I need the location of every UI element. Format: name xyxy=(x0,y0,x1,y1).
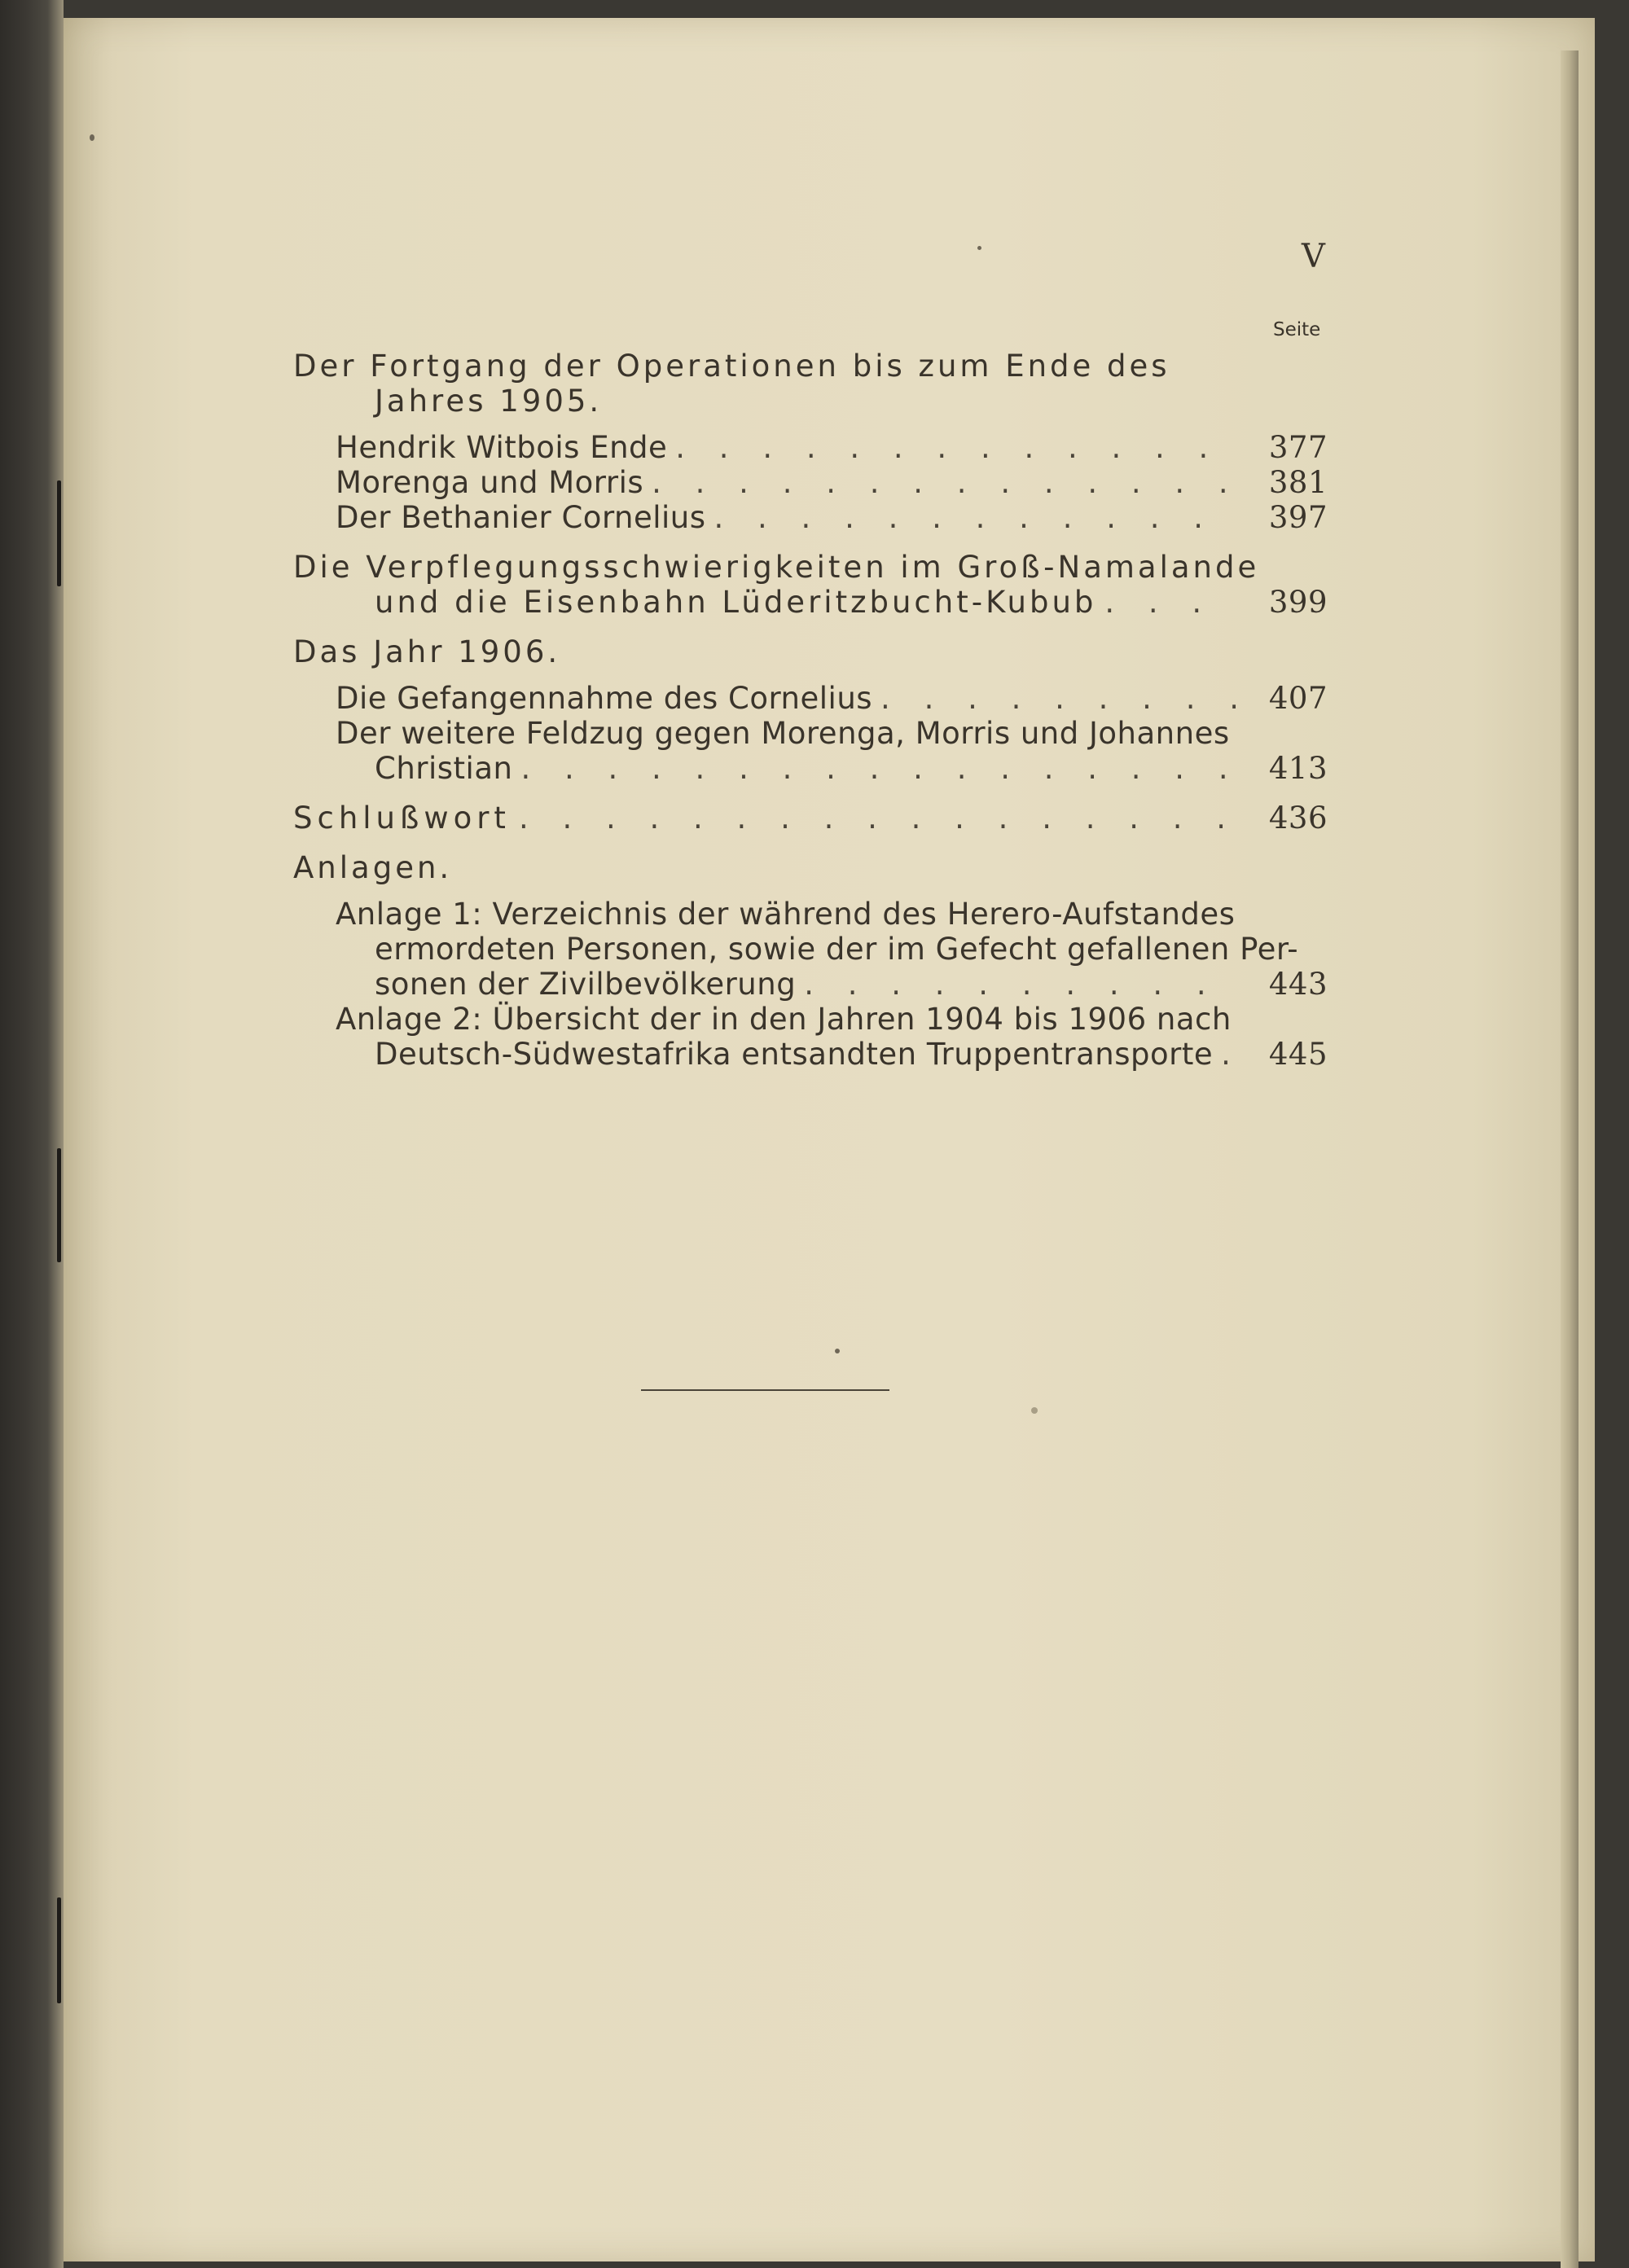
toc-title-line: Jahres 1905. xyxy=(375,384,603,419)
toc-page-ref: 445 xyxy=(1268,1037,1328,1072)
leader-dots xyxy=(1221,1037,1238,1072)
toc-subentry xyxy=(293,465,1328,500)
toc-subentry xyxy=(293,897,1328,1002)
toc-subentry-title: Hendrik Witbois Ende xyxy=(336,430,668,465)
page-column-header: Seite xyxy=(1273,319,1321,340)
toc-title-line: Die Verpflegungsschwierigkeiten im Groß-Namalande xyxy=(293,550,1260,585)
toc-section-title xyxy=(293,349,1230,384)
toc-section-title: Das Jahr 1906. xyxy=(293,634,561,669)
leader-dots xyxy=(804,967,1238,1002)
toc-subentry-title: Anlage 1: Verzeichnis der während des Herero-Aufstandes xyxy=(336,897,1236,932)
page-number: V xyxy=(1302,238,1325,275)
leader-dots xyxy=(1104,585,1238,620)
toc-subentry xyxy=(293,1002,1328,1072)
leader-dots xyxy=(880,681,1238,716)
leader-dots xyxy=(714,500,1238,535)
toc-subentry-title: Die Gefangennahme des Cornelius xyxy=(336,681,873,716)
toc-page-ref: 443 xyxy=(1268,967,1328,1002)
toc-section-title: Schlußwort xyxy=(293,801,511,836)
leader-dots xyxy=(675,430,1238,465)
toc-page-ref: 399 xyxy=(1268,585,1328,620)
toc-subentry xyxy=(293,681,1328,716)
end-rule xyxy=(641,1389,889,1391)
toc-subentry-title: sonen der Zivilbevölkerung xyxy=(375,967,797,1002)
toc-section xyxy=(293,550,1328,620)
toc-subentry-title: Anlage 2: Übersicht der in den Jahren 1904 bis 1906 nach xyxy=(336,1002,1232,1037)
toc-page-ref: 413 xyxy=(1268,751,1328,786)
toc-subentry xyxy=(293,430,1328,465)
toc-section xyxy=(293,634,1328,669)
toc-subentry xyxy=(293,500,1328,535)
toc-section xyxy=(293,850,1328,885)
toc-subentry-title: Christian xyxy=(375,751,513,786)
toc-title-line: Der Fortgang der Operationen bis zum Ende des xyxy=(293,349,1170,384)
toc-subentry-title: Deutsch-Südwestafrika entsandten Truppentransporte xyxy=(375,1037,1214,1072)
toc-section xyxy=(293,349,1328,419)
leader-dots xyxy=(520,751,1238,786)
leader-dots xyxy=(652,465,1238,500)
toc-page-ref: 436 xyxy=(1268,801,1328,836)
toc-subentry-title: ermordeten Personen, sowie der im Gefecht gefallenen Per- xyxy=(375,932,1299,967)
toc-page-ref: 407 xyxy=(1268,681,1328,716)
toc-section-title: Anlagen. xyxy=(293,850,453,885)
leader-dots xyxy=(519,801,1238,836)
toc-subentry xyxy=(293,716,1328,786)
toc-title-line: und die Eisenbahn Lüderitzbucht-Kubub xyxy=(375,585,1097,620)
toc-subentry-title: Der Bethanier Cornelius xyxy=(336,500,706,535)
toc-page-ref: 397 xyxy=(1268,500,1328,535)
toc-subentry-title: Morenga und Morris xyxy=(336,465,644,500)
toc-section xyxy=(293,801,1328,836)
toc-subentry-title: Der weitere Feldzug gegen Morenga, Morris und Johannes xyxy=(336,716,1230,751)
table-of-contents xyxy=(293,334,1328,1072)
toc-page-ref: 381 xyxy=(1268,465,1328,500)
toc-page-ref: 377 xyxy=(1268,430,1328,465)
